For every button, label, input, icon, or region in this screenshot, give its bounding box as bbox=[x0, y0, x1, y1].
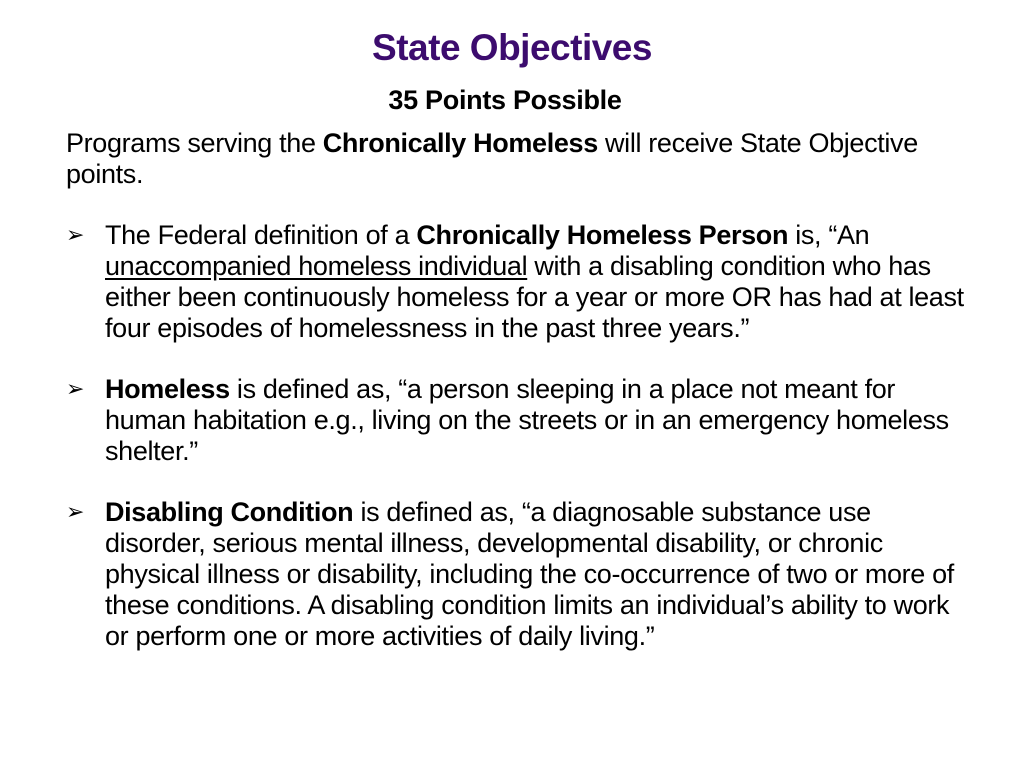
bullet-text-before: The Federal definition of a bbox=[105, 220, 417, 250]
intro-text-after: will receive State Objective points. bbox=[66, 128, 918, 189]
bullet-homeless-definition bbox=[66, 374, 966, 467]
intro-bold-term: Chronically Homeless bbox=[322, 128, 598, 158]
bullet-underlined-term: unaccompanied homeless individual bbox=[105, 251, 528, 281]
slide-subtitle: 35 Points Possible bbox=[388, 85, 622, 115]
bullet-bold-term: Homeless bbox=[105, 374, 230, 404]
arrow-bullet-icon: ➢ bbox=[66, 500, 85, 525]
intro-text-before: Programs serving the bbox=[66, 128, 323, 158]
bullet-federal-definition bbox=[66, 220, 966, 344]
bullet-text-after: is defined as, “a diagnosable substance use disorder, serious mental illness, developmental disability, or chronic physical illness or disability, including the co-occurrence of two or more of these conditions. A disabling condition limits an individual’s ability to work or perform one or more activities of daily living.” bbox=[105, 497, 954, 651]
bullet-bold-term: Disabling Condition bbox=[105, 497, 354, 527]
slide-title: State Objectives bbox=[372, 27, 652, 68]
intro-paragraph bbox=[66, 128, 966, 190]
bullet-text-after: with a disabling condition who has either been continuously homeless for a year or more OR has had at least four episodes of homelessness in the past three years.” bbox=[105, 251, 964, 343]
bullet-text-mid: is, “An bbox=[788, 220, 870, 250]
bullet-disabling-condition-definition bbox=[66, 497, 966, 652]
arrow-bullet-icon: ➢ bbox=[66, 223, 85, 248]
bullet-text-after: is defined as, “a person sleeping in a place not meant for human habitation e.g., living on the streets or in an emergency homeless shelter.” bbox=[105, 374, 949, 466]
bullet-bold-term: Chronically Homeless Person bbox=[416, 220, 789, 250]
arrow-bullet-icon: ➢ bbox=[66, 377, 85, 402]
slide-body bbox=[66, 128, 966, 682]
